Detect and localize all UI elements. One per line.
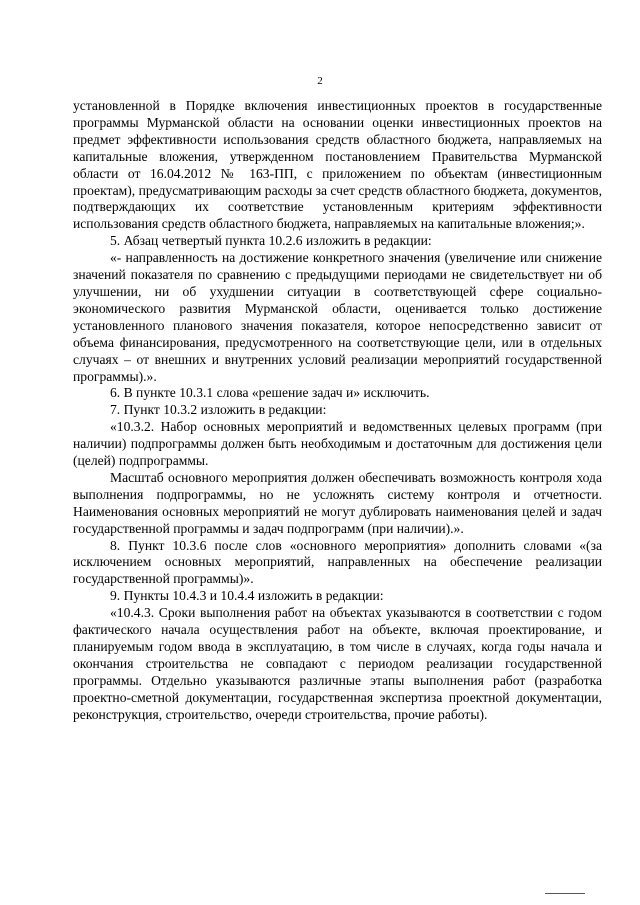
- document-body: [73, 98, 602, 724]
- paragraph-item-7: 7. Пункт 10.3.2 изложить в редакции:: [110, 402, 327, 418]
- paragraph-item-7-text: «10.3.2. Набор основных мероприятий и ведомственных целевых программ (при наличии) подпрограммы должен быть необходимым и достаточным для достижения цели (целей) подпрограммы.: [73, 419, 602, 469]
- paragraph-item-6: 6. В пункте 10.3.1 слова «решение задач и» исключить.: [110, 385, 430, 401]
- footer-rule: [545, 893, 585, 894]
- paragraph-item-5-text: «- направленность на достижение конкретного значения (увеличение или снижение значений показателя по сравнению с предыдущими периодами не свидетельствует ни об улучшении, ни об ухудшении ситуации в соответствующей сфере социально-экономического развития Мурманской области, оценивается только достижение установленного планового значения показателя, которое непосредственно зависит от объема финансирования, предусмотренного на соответствующие цели, или в отдельных случаях – от внешних и внутренних условий реализации мероприятий государственной программы).».: [73, 250, 602, 384]
- paragraph-item-9-text: «10.4.3. Сроки выполнения работ на объектах указываются в соответствии с годом фактического начала осуществления работ на объекте, включая проектирование, и планируемым годом ввода в эксплуатацию, в том числе в случаях, когда годы начала и окончания строительства не совпадают с периодом реализации государственной программы. Отдельно указываются различные этапы выполнения работ (разработка проектно-сметной документации, государственная экспертиза проектной документации, реконструкция, строительство, очереди строительства, прочие работы).: [73, 605, 602, 722]
- paragraph-item-8: 8. Пункт 10.3.6 после слов «основного мероприятия» дополнить словами «(за исключением основных мероприятий, направленных на обеспечение реализации государственной программы)».: [73, 537, 602, 587]
- paragraph-item-9: 9. Пункты 10.4.3 и 10.4.4 изложить в редакции:: [110, 588, 384, 604]
- page-number: 2: [317, 75, 323, 87]
- paragraph-item-5: 5. Абзац четвертый пункта 10.2.6 изложить в редакции:: [110, 233, 432, 249]
- paragraph-continuation: установленной в Порядке включения инвестиционных проектов в государственные программы Мурманской области на основании оценки инвестиционных проектов на предмет эффективности использования средств областного бюджета, направляемых на капитальные вложения, утвержденном постановлением Правительства Мурманской области от 16.04.2012 № 163-ПП, с приложением по объектам (инвестиционным проектам), предусматривающим расходы за счет средств областного бюджета, документов, подтверждающих их соответствие установленным критериям эффективности использования средств областного бюджета, направляемых на капитальные вложения;».: [73, 98, 602, 232]
- paragraph-item-7-text-2: Масштаб основного мероприятия должен обеспечивать возможность контроля хода выполнения подпрограммы, но не усложнять систему контроля и отчетности. Наименования основных мероприятий не могут дублировать наименования целей и задач государственной программы и задач подпрограмм (при наличии).».: [73, 469, 602, 536]
